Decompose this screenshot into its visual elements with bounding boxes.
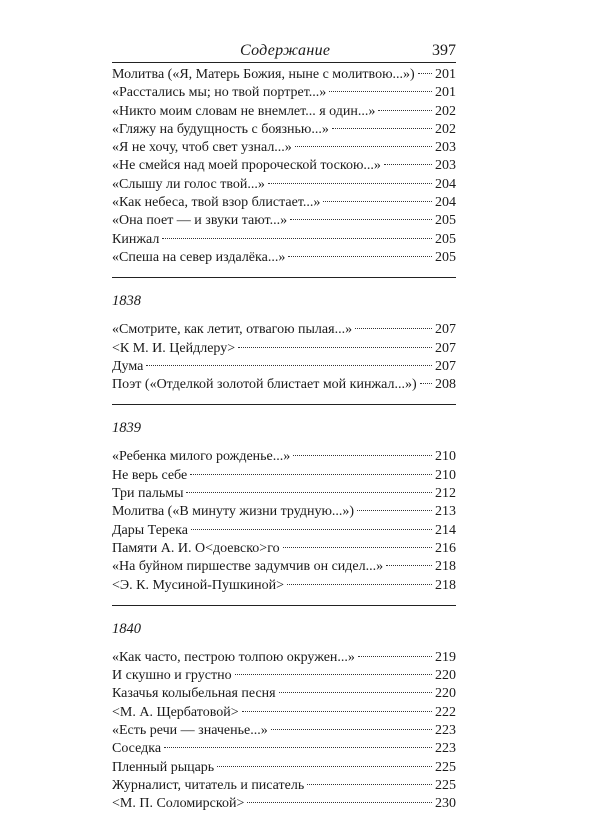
toc-entry (112, 740, 456, 758)
dot-leader (358, 656, 432, 657)
toc-entry (112, 157, 456, 175)
entry-title: «Слышу ли голос твой...» (112, 176, 265, 192)
entry-page: 210 (435, 449, 456, 465)
entry-page: 223 (435, 723, 456, 739)
dot-leader (190, 474, 432, 475)
entry-page: 210 (435, 467, 456, 483)
section-rule (112, 277, 456, 278)
dot-leader (191, 529, 432, 530)
entry-title: Дума (112, 358, 144, 374)
entry-title: «Спеша на север издалёка...» (112, 249, 286, 265)
entry-page: 202 (435, 103, 456, 119)
entry-page: 203 (435, 158, 456, 174)
entry-page: 205 (435, 231, 456, 247)
entry-page: 219 (435, 649, 456, 665)
entry-title: «На буйном пиршестве задумчив он сидел...» (112, 559, 384, 575)
dot-leader (386, 565, 432, 566)
dot-leader (384, 164, 432, 165)
entry-title: Молитва («В минуту жизни трудную...») (112, 504, 355, 520)
toc-entry (112, 376, 456, 394)
table-of-contents (112, 66, 456, 814)
dot-leader (293, 455, 432, 456)
entry-title: «Расстались мы; но твой портрет...» (112, 85, 327, 101)
toc-entry (112, 485, 456, 503)
entry-page: 225 (435, 759, 456, 775)
toc-section (112, 66, 456, 267)
toc-entry (112, 194, 456, 212)
entry-title: Памяти А. И. О<доевско>го (112, 540, 280, 556)
entry-title: Соседка (112, 741, 162, 757)
entry-page: 205 (435, 249, 456, 265)
entry-title: Поэт («Отделкой золотой блистает мой кинжал...») (112, 377, 417, 393)
header-title: Содержание (240, 42, 331, 59)
dot-leader (164, 747, 432, 748)
dot-leader (378, 110, 432, 111)
entry-page: 208 (435, 377, 456, 393)
entry-title: «Смотрите, как летит, отвагою пылая...» (112, 322, 353, 338)
toc-entry (112, 759, 456, 777)
entry-title: <К М. И. Цейдлеру> (112, 340, 236, 356)
dot-leader (420, 383, 432, 384)
toc-entry (112, 176, 456, 194)
toc-entry (112, 358, 456, 376)
entry-title: «Как небеса, твой взор блистает...» (112, 195, 321, 211)
entry-title: <М. П. Соломирской> (112, 796, 245, 812)
entry-page: 204 (435, 195, 456, 211)
entry-title: Кинжал (112, 231, 160, 247)
toc-entry (112, 704, 456, 722)
dot-leader (332, 128, 432, 129)
dot-leader (283, 547, 432, 548)
dot-leader (238, 347, 432, 348)
dot-leader (235, 674, 432, 675)
entry-title: «Как часто, пестрою толпою окружен...» (112, 649, 355, 665)
dot-leader (271, 729, 432, 730)
entry-page: 213 (435, 504, 456, 520)
dot-leader (268, 183, 432, 184)
toc-section (112, 605, 456, 814)
section-year: 1839 (112, 420, 141, 437)
entry-title: Казачья колыбельная песня (112, 686, 276, 702)
header-rule (112, 62, 456, 63)
entry-title: «Никто моим словам не внемлет... я один...» (112, 103, 376, 119)
entry-title: «Гляжу на будущность с боязнью...» (112, 121, 329, 137)
dot-leader (217, 766, 432, 767)
toc-entry (112, 777, 456, 795)
entry-page: 207 (435, 340, 456, 356)
entry-title: И скушно и грустно (112, 668, 232, 684)
dot-leader (186, 492, 432, 493)
entry-page: 222 (435, 704, 456, 720)
toc-entry (112, 340, 456, 358)
dot-leader (242, 711, 432, 712)
toc-entry (112, 321, 456, 339)
section-rule (112, 404, 456, 405)
toc-entry (112, 540, 456, 558)
toc-entry (112, 667, 456, 685)
entry-page: 230 (435, 796, 456, 812)
section-year: 1840 (112, 620, 141, 637)
toc-entry (112, 522, 456, 540)
toc-section (112, 277, 456, 394)
entry-page: 201 (435, 67, 456, 82)
entry-page: 214 (435, 522, 456, 538)
toc-entry (112, 503, 456, 521)
entry-title: «Есть речи — значенье...» (112, 723, 268, 739)
toc-entry (112, 558, 456, 576)
toc-entry (112, 231, 456, 249)
entry-title: «Я не хочу, чтоб свет узнал...» (112, 140, 292, 156)
entry-title: «Не смейся над моей пророческой тоскою...» (112, 158, 381, 174)
entry-page: 201 (435, 85, 456, 101)
toc-entry (112, 66, 456, 84)
entry-page: 220 (435, 668, 456, 684)
entry-title: «Она поет — и звуки тают...» (112, 213, 288, 229)
entry-page: 223 (435, 741, 456, 757)
toc-entry (112, 249, 456, 267)
entry-page: 207 (435, 322, 456, 338)
toc-entry (112, 212, 456, 230)
entry-page: 225 (435, 777, 456, 793)
entry-page: 218 (435, 577, 456, 593)
entry-page: 205 (435, 213, 456, 229)
toc-entry (112, 722, 456, 740)
dot-leader (307, 784, 432, 785)
entry-title: Пленный рыцарь (112, 759, 215, 775)
toc-entry (112, 467, 456, 485)
entry-title: Три пальмы (112, 486, 184, 502)
entry-page: 204 (435, 176, 456, 192)
section-rule (112, 605, 456, 606)
entry-title: Журналист, читатель и писатель (112, 777, 305, 793)
entry-page: 218 (435, 559, 456, 575)
dot-leader (323, 201, 432, 202)
toc-entry (112, 577, 456, 595)
entry-page: 202 (435, 121, 456, 137)
dot-leader (247, 802, 432, 803)
dot-leader (329, 91, 432, 92)
dot-leader (290, 219, 432, 220)
dot-leader (357, 510, 432, 511)
toc-entry (112, 139, 456, 157)
dot-leader (355, 328, 432, 329)
dot-leader (279, 692, 432, 693)
entry-title: Дары Терека (112, 522, 188, 538)
toc-entry (112, 685, 456, 703)
dot-leader (295, 146, 432, 147)
toc-entry (112, 103, 456, 121)
section-year: 1838 (112, 293, 141, 310)
entry-page: 207 (435, 358, 456, 374)
entry-page: 212 (435, 486, 456, 502)
entry-title: <Э. К. Мусиной-Пушкиной> (112, 577, 284, 593)
entry-title: Не верь себе (112, 467, 188, 483)
dot-leader (288, 256, 432, 257)
toc-section (112, 404, 456, 594)
toc-entry (112, 795, 456, 813)
entry-title: «Ребенка милого рожденье...» (112, 449, 291, 465)
entry-title: Молитва («Я, Матерь Божия, ныне с молитвою...») (112, 67, 415, 82)
toc-entry (112, 448, 456, 466)
entry-page: 216 (435, 540, 456, 556)
page-number: 397 (432, 42, 456, 59)
dot-leader (162, 238, 432, 239)
entry-title: <М. А. Щербатовой> (112, 704, 239, 720)
running-header (112, 40, 456, 64)
dot-leader (146, 365, 432, 366)
toc-entry (112, 649, 456, 667)
dot-leader (418, 73, 432, 74)
entry-page: 203 (435, 140, 456, 156)
toc-entry (112, 84, 456, 102)
dot-leader (287, 584, 432, 585)
toc-entry (112, 121, 456, 139)
entry-page: 220 (435, 686, 456, 702)
